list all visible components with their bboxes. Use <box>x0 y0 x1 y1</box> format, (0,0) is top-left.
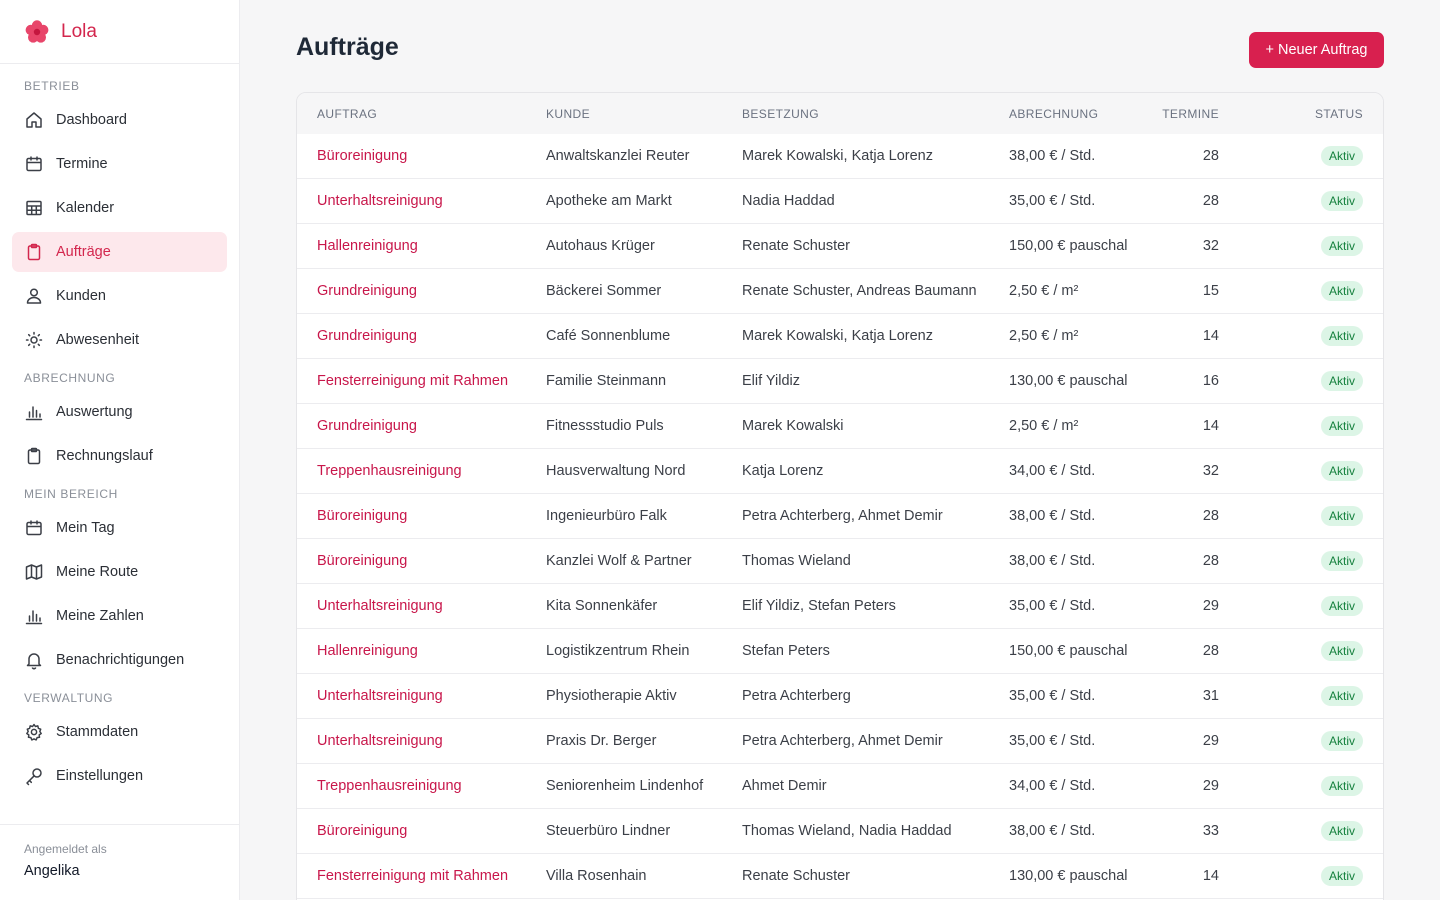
billing-cell: 35,00 € / Std. <box>1009 733 1096 749</box>
staffing-cell: Elif Yildiz, Stefan Peters <box>742 598 896 614</box>
table-header <box>297 93 1383 134</box>
sidebar-item-label: Einstellungen <box>56 768 144 784</box>
table-row[interactable] <box>297 764 1383 809</box>
table-row[interactable] <box>297 494 1383 539</box>
status-badge: Aktiv <box>1321 506 1363 526</box>
customer-cell: Praxis Dr. Berger <box>546 733 657 749</box>
page-title: Aufträge <box>296 33 399 61</box>
order-link[interactable]: Fensterreinigung mit Rahmen <box>317 868 509 884</box>
customer-cell: Familie Steinmann <box>546 373 667 389</box>
order-link[interactable]: Treppenhausreinigung <box>317 463 462 479</box>
table-row[interactable] <box>297 224 1383 269</box>
sidebar-item-einstellungen[interactable] <box>12 756 227 796</box>
billing-cell: 130,00 € pauschal <box>1009 373 1128 389</box>
sidebar-item-label: Auswertung <box>56 404 133 420</box>
order-link[interactable]: Grundreinigung <box>317 418 417 434</box>
new-order-button[interactable]: + Neuer Auftrag <box>1249 32 1384 68</box>
order-link[interactable]: Treppenhausreinigung <box>317 778 462 794</box>
key-icon <box>24 766 44 786</box>
billing-cell: 38,00 € / Std. <box>1009 823 1096 839</box>
bar-chart-icon <box>24 402 44 422</box>
orders-table <box>296 92 1384 900</box>
order-link[interactable]: Unterhaltsreinigung <box>317 688 443 704</box>
clipboard-icon <box>24 446 44 466</box>
sidebar-item-kunden[interactable] <box>12 276 227 316</box>
nav-section-mein-bereich: MEIN BEREICH <box>24 487 118 501</box>
staffing-cell: Renate Schuster, Andreas Baumann <box>742 283 977 299</box>
home-icon <box>24 110 44 130</box>
clipboard-icon <box>24 242 44 262</box>
user-icon <box>24 286 44 306</box>
sidebar-item-label: Kunden <box>56 288 106 304</box>
billing-cell: 35,00 € / Std. <box>1009 598 1096 614</box>
sidebar-item-termine[interactable] <box>12 144 227 184</box>
staffing-cell: Petra Achterberg <box>742 688 851 704</box>
calendar-icon <box>24 154 44 174</box>
order-link[interactable]: Grundreinigung <box>317 283 417 299</box>
table-row[interactable] <box>297 809 1383 854</box>
signed-in-label: Angemeldet als <box>24 842 107 856</box>
status-badge: Aktiv <box>1321 236 1363 256</box>
table-row[interactable] <box>297 854 1383 899</box>
table-row[interactable] <box>297 449 1383 494</box>
sidebar-item-label: Aufträge <box>56 244 111 260</box>
customer-cell: Villa Rosenhain <box>546 868 647 884</box>
billing-cell: 35,00 € / Std. <box>1009 688 1096 704</box>
sidebar-item-abwesenheit[interactable] <box>12 320 227 360</box>
billing-cell: 38,00 € / Std. <box>1009 553 1096 569</box>
status-badge: Aktiv <box>1321 596 1363 616</box>
staffing-cell: Marek Kowalski, Katja Lorenz <box>742 328 933 344</box>
customer-cell: Logistikzentrum Rhein <box>546 643 690 659</box>
table-row[interactable] <box>297 179 1383 224</box>
staffing-cell: Marek Kowalski <box>742 418 844 434</box>
order-link[interactable]: Unterhaltsreinigung <box>317 598 443 614</box>
bell-icon <box>24 650 44 670</box>
customer-cell: Kita Sonnenkäfer <box>546 598 658 614</box>
sidebar <box>0 0 240 900</box>
sidebar-item-label: Mein Tag <box>56 520 115 536</box>
table-row[interactable] <box>297 269 1383 314</box>
column-header-auftrag[interactable]: AUFTRAG <box>317 106 378 121</box>
order-link[interactable]: Fensterreinigung mit Rahmen <box>317 373 509 389</box>
appointments-cell: 28 <box>1202 193 1219 209</box>
sidebar-item-label: Kalender <box>56 200 115 216</box>
staffing-cell: Thomas Wieland <box>742 553 851 569</box>
signed-in-user: Angelika <box>24 863 80 879</box>
appointments-cell: 14 <box>1202 868 1219 884</box>
status-badge: Aktiv <box>1321 731 1363 751</box>
sidebar-footer <box>0 824 239 900</box>
order-link[interactable]: Grundreinigung <box>317 328 417 344</box>
sidebar-item-label: Meine Zahlen <box>56 608 144 624</box>
appointments-cell: 16 <box>1202 373 1219 389</box>
billing-cell: 150,00 € pauschal <box>1009 643 1128 659</box>
sidebar-item-meine-route[interactable] <box>12 552 227 592</box>
order-link[interactable]: Büroreinigung <box>317 148 408 164</box>
order-link[interactable]: Unterhaltsreinigung <box>317 193 443 209</box>
sidebar-item-benachrichtigungen[interactable] <box>12 640 227 680</box>
status-badge: Aktiv <box>1321 776 1363 796</box>
customer-cell: Fitnessstudio Puls <box>546 418 664 434</box>
billing-cell: 2,50 € / m² <box>1009 418 1079 434</box>
sidebar-nav <box>0 76 239 796</box>
appointments-cell: 28 <box>1202 643 1219 659</box>
appointments-cell: 32 <box>1202 463 1219 479</box>
column-header-abrechnung[interactable]: ABRECHNUNG <box>1009 106 1099 121</box>
order-link[interactable]: Hallenreinigung <box>317 643 418 659</box>
status-badge: Aktiv <box>1321 866 1363 886</box>
staffing-cell: Petra Achterberg, Ahmet Demir <box>742 508 943 524</box>
order-link[interactable]: Büroreinigung <box>317 553 408 569</box>
billing-cell: 130,00 € pauschal <box>1009 868 1128 884</box>
status-badge: Aktiv <box>1321 461 1363 481</box>
customer-cell: Physiotherapie Aktiv <box>546 688 677 704</box>
appointments-cell: 29 <box>1202 598 1219 614</box>
column-header-status[interactable]: STATUS <box>1315 106 1363 121</box>
customer-cell: Café Sonnenblume <box>546 328 671 344</box>
order-link[interactable]: Unterhaltsreinigung <box>317 733 443 749</box>
billing-cell: 2,50 € / m² <box>1009 328 1079 344</box>
customer-cell: Kanzlei Wolf & Partner <box>546 553 692 569</box>
customer-cell: Bäckerei Sommer <box>546 283 662 299</box>
status-badge: Aktiv <box>1321 821 1363 841</box>
customer-cell: Seniorenheim Lindenhof <box>546 778 704 794</box>
customer-cell: Steuerbüro Lindner <box>546 823 671 839</box>
customer-cell: Hausverwaltung Nord <box>546 463 686 479</box>
appointments-cell: 29 <box>1202 733 1219 749</box>
sidebar-item-kalender[interactable] <box>12 188 227 228</box>
staffing-cell: Renate Schuster <box>742 868 851 884</box>
map-icon <box>24 562 44 582</box>
status-badge: Aktiv <box>1321 281 1363 301</box>
table-row[interactable] <box>297 629 1383 674</box>
sidebar-item-label: Abwesenheit <box>56 332 140 348</box>
table-row[interactable] <box>297 404 1383 449</box>
table-row[interactable] <box>297 674 1383 719</box>
status-badge: Aktiv <box>1321 146 1363 166</box>
status-badge: Aktiv <box>1321 371 1363 391</box>
order-link[interactable]: Büroreinigung <box>317 508 408 524</box>
staffing-cell: Marek Kowalski, Katja Lorenz <box>742 148 933 164</box>
column-header-kunde[interactable]: KUNDE <box>546 106 591 121</box>
billing-cell: 34,00 € / Std. <box>1009 778 1096 794</box>
status-badge: Aktiv <box>1321 326 1363 346</box>
table-row[interactable] <box>297 539 1383 584</box>
appointments-cell: 28 <box>1202 553 1219 569</box>
table-row[interactable] <box>297 359 1383 404</box>
sidebar-item-stammdaten[interactable] <box>12 712 227 752</box>
staffing-cell: Stefan Peters <box>742 643 830 659</box>
appointments-cell: 14 <box>1202 418 1219 434</box>
brand-name: Lola <box>61 20 97 42</box>
appointments-cell: 29 <box>1202 778 1219 794</box>
staffing-cell: Katja Lorenz <box>742 463 824 479</box>
order-link[interactable]: Hallenreinigung <box>317 238 418 254</box>
sidebar-item-dashboard[interactable] <box>12 100 227 140</box>
sidebar-item-label: Dashboard <box>56 112 127 128</box>
table-row[interactable] <box>297 584 1383 629</box>
sidebar-item-label: Rechnungslauf <box>56 448 153 464</box>
sidebar-item-label: Meine Route <box>56 564 139 580</box>
brand[interactable] <box>0 0 239 64</box>
staffing-cell: Elif Yildiz <box>742 373 801 389</box>
table-row[interactable] <box>297 314 1383 359</box>
nav-section-betrieb: BETRIEB <box>24 79 80 93</box>
appointments-cell: 31 <box>1202 688 1219 704</box>
staffing-cell: Renate Schuster <box>742 238 851 254</box>
appointments-cell: 28 <box>1202 508 1219 524</box>
sidebar-item-auswertung[interactable] <box>12 392 227 432</box>
staffing-cell: Ahmet Demir <box>742 778 827 794</box>
grid-icon <box>24 198 44 218</box>
appointments-cell: 14 <box>1202 328 1219 344</box>
customer-cell: Autohaus Krüger <box>546 238 655 254</box>
sidebar-item-meine-zahlen[interactable] <box>12 596 227 636</box>
customer-cell: Ingenieurbüro Falk <box>546 508 667 524</box>
sun-icon <box>24 330 44 350</box>
sidebar-item-auftraege[interactable] <box>12 232 227 272</box>
appointments-cell: 15 <box>1202 283 1219 299</box>
nav-section-abrechnung: ABRECHNUNG <box>24 371 116 385</box>
staffing-cell: Petra Achterberg, Ahmet Demir <box>742 733 943 749</box>
table-row[interactable] <box>297 719 1383 764</box>
billing-cell: 35,00 € / Std. <box>1009 193 1096 209</box>
bar-chart-icon <box>24 606 44 626</box>
status-badge: Aktiv <box>1321 191 1363 211</box>
flower-icon <box>24 19 50 45</box>
appointments-cell: 32 <box>1202 238 1219 254</box>
billing-cell: 38,00 € / Std. <box>1009 508 1096 524</box>
appointments-cell: 28 <box>1202 148 1219 164</box>
status-badge: Aktiv <box>1321 551 1363 571</box>
billing-cell: 2,50 € / m² <box>1009 283 1079 299</box>
billing-cell: 34,00 € / Std. <box>1009 463 1096 479</box>
gear-icon <box>24 722 44 742</box>
appointments-cell: 33 <box>1202 823 1219 839</box>
status-badge: Aktiv <box>1321 641 1363 661</box>
customer-cell: Apotheke am Markt <box>546 193 672 209</box>
billing-cell: 150,00 € pauschal <box>1009 238 1128 254</box>
column-header-besetzung[interactable]: BESETZUNG <box>742 106 819 121</box>
nav-section-verwaltung: VERWALTUNG <box>24 691 114 705</box>
sidebar-item-label: Benachrichtigungen <box>56 652 185 668</box>
sidebar-item-label: Stammdaten <box>56 724 139 740</box>
main-content <box>240 0 1440 900</box>
table-row[interactable] <box>297 134 1383 179</box>
customer-cell: Anwaltskanzlei Reuter <box>546 148 690 164</box>
table-body <box>297 134 1383 899</box>
staffing-cell: Nadia Haddad <box>742 193 835 209</box>
order-link[interactable]: Büroreinigung <box>317 823 408 839</box>
staffing-cell: Thomas Wieland, Nadia Haddad <box>742 823 952 839</box>
sidebar-item-mein-tag[interactable] <box>12 508 227 548</box>
status-badge: Aktiv <box>1321 416 1363 436</box>
calendar-icon <box>24 518 44 538</box>
sidebar-item-label: Termine <box>56 156 108 172</box>
sidebar-item-rechnungslauf[interactable] <box>12 436 227 476</box>
status-badge: Aktiv <box>1321 686 1363 706</box>
billing-cell: 38,00 € / Std. <box>1009 148 1096 164</box>
column-header-termine[interactable]: TERMINE <box>1162 106 1219 121</box>
